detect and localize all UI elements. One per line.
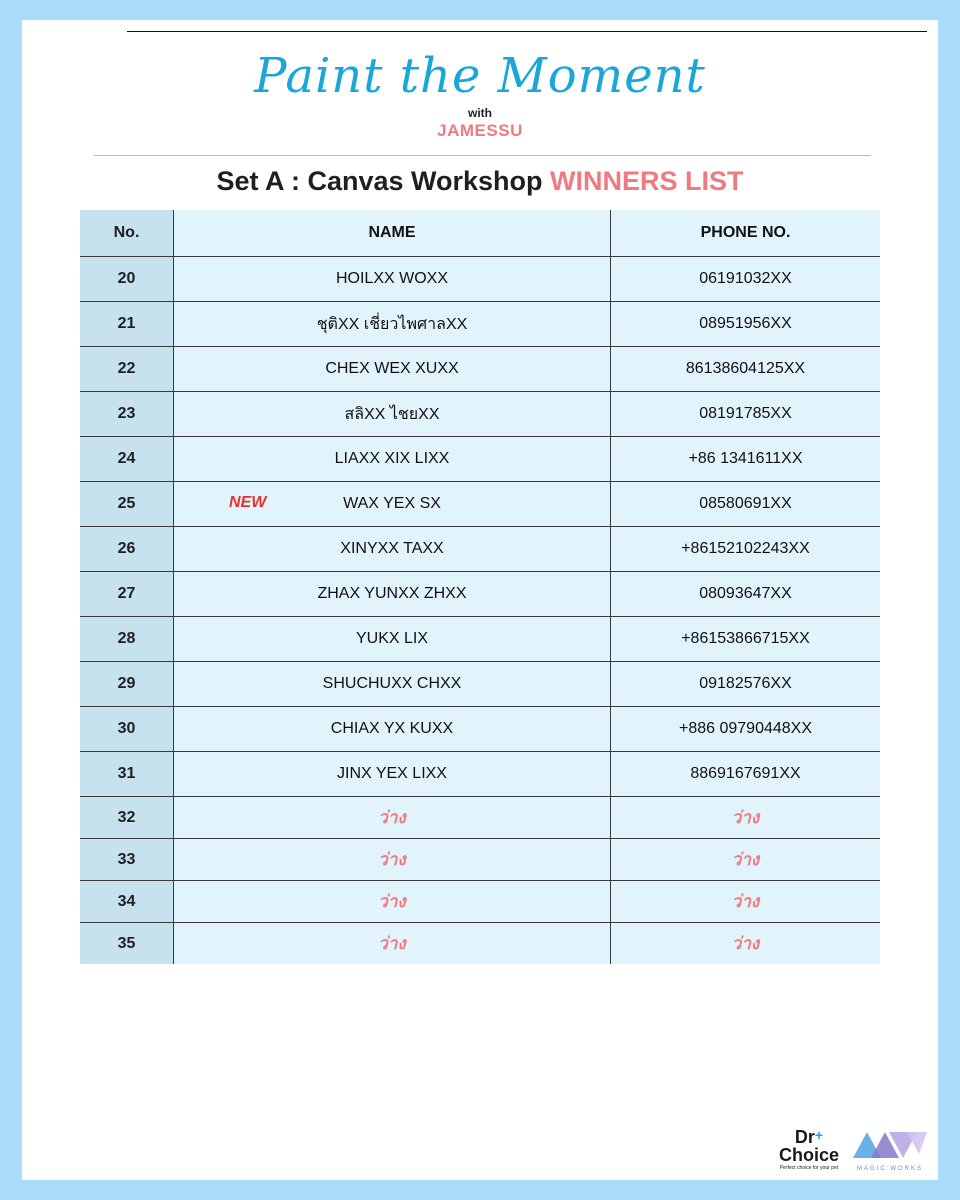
winner-name [174,707,611,751]
winner-name [174,257,611,301]
event-title: Paint the Moment [254,48,706,104]
winner-name-text: JINX YEX LIXX [337,765,447,782]
winner-name [174,302,611,346]
row-number: 31 [80,752,174,796]
brand-name: JAMESSU [437,121,523,140]
drchoice-logo-dr: Dr [794,1127,815,1147]
magicworks-caption: MAGIC WORKS [856,1166,923,1172]
winner-name [174,617,611,661]
row-number: 29 [80,662,174,706]
row-number: 27 [80,572,174,616]
winner-phone-text: 06191032XX [699,270,792,287]
winner-phone [611,347,880,391]
row-number: 25 [80,482,174,526]
winner-phone [611,437,880,481]
page-title-accent: WINNERS LIST [550,166,744,196]
winner-phone [611,302,880,346]
winner-phone-text: ว่าง [731,892,760,911]
winner-phone-text: +86153866715XX [681,630,810,647]
row-number: 20 [80,257,174,301]
table-row [80,923,880,964]
with-label: with [468,106,492,120]
winner-name-text: สลิXX ไชยXX [344,405,440,423]
winner-phone [611,797,880,838]
table-header-row [80,210,880,257]
table-row [80,662,880,707]
winner-phone-text: +86152102243XX [681,540,810,557]
table-row [80,839,880,881]
winner-name [174,923,611,964]
winner-phone [611,257,880,301]
drchoice-logo-choice: Choice [778,1145,839,1165]
table-row [80,437,880,482]
drchoice-tagline: Perfect choice for your pet [779,1165,839,1171]
winner-name [174,881,611,922]
winner-name-text: WAX YEX SX [343,495,441,512]
winner-phone [611,752,880,796]
row-number: 33 [80,839,174,880]
winner-phone [611,707,880,751]
winner-name [174,752,611,796]
winner-name [174,392,611,436]
winner-name-text: ZHAX YUNXX ZHXX [317,585,467,602]
row-number: 24 [80,437,174,481]
new-badge: NEW [229,494,267,511]
table-row [80,797,880,839]
winner-phone-text: ว่าง [731,934,760,953]
winner-phone-text: +886 09790448XX [678,720,812,737]
row-number: 22 [80,347,174,391]
magicworks-logo [850,1130,930,1172]
row-number: 28 [80,617,174,661]
magicworks-mark-icon [851,1130,929,1160]
row-number: 21 [80,302,174,346]
table-row [80,257,880,302]
winner-name-text: SHUCHUXX CHXX [322,675,462,692]
winner-phone [611,392,880,436]
winner-phone-text: 08093647XX [699,585,792,602]
table-row [80,527,880,572]
table-row [80,482,880,527]
table-row [80,881,880,923]
winner-name [174,527,611,571]
winner-phone-text: 09182576XX [699,675,792,692]
winner-name-text: ว่าง [378,850,406,869]
row-number: 34 [80,881,174,922]
winners-card [22,20,938,1180]
winner-name-text: ชุติXX เชี่ยวไพศาลXX [316,315,468,333]
winners-table [80,210,880,964]
winner-name-text: ว่าง [378,808,406,827]
column-header-name: NAME [174,210,611,256]
winner-phone-text: ว่าง [731,808,760,827]
winner-name-text: ว่าง [378,934,406,953]
table-row [80,572,880,617]
winner-phone-text: 08951956XX [699,315,792,332]
row-number: 23 [80,392,174,436]
winner-phone-text: 86138604125XX [685,360,806,377]
column-header-no: No. [80,210,174,256]
table-row [80,302,880,347]
winner-phone [611,572,880,616]
row-number: 30 [80,707,174,751]
winner-name-text: ว่าง [378,892,406,911]
drchoice-logo-plus: + [814,1127,824,1143]
table-row [80,707,880,752]
winner-phone [611,881,880,922]
pink-divider [94,155,871,156]
row-number: 32 [80,797,174,838]
winner-phone [611,839,880,880]
winner-name [174,347,611,391]
winner-name-text: HOILXX WOXX [335,270,449,287]
winner-phone-text: 08191785XX [699,405,792,422]
winner-name [174,482,611,526]
winner-phone [611,662,880,706]
winner-phone [611,482,880,526]
winner-name-text: YUKX LIX [355,630,429,647]
winner-name [174,437,611,481]
winner-name [174,839,611,880]
winner-name-text: CHEX WEX XUXX [325,360,459,377]
page-title [22,166,938,197]
winner-name [174,572,611,616]
row-number: 35 [80,923,174,964]
winner-name [174,797,611,838]
table-row [80,392,880,437]
table-row [80,752,880,797]
winner-phone-text: 08580691XX [699,495,792,512]
page-title-main: Set A : Canvas Workshop [216,166,543,196]
winner-name [174,662,611,706]
table-row [80,347,880,392]
winner-phone-text: 8869167691XX [690,765,801,782]
table-row [80,617,880,662]
row-number: 26 [80,527,174,571]
winner-phone [611,923,880,964]
winner-phone-text: +86 1341611XX [688,450,803,467]
winner-phone [611,617,880,661]
winner-phone-text: ว่าง [731,850,760,869]
winner-name-text: XINYXX TAXX [340,540,444,557]
winner-name-text: LIAXX XIX LIXX [334,450,450,467]
column-header-phone: PHONE NO. [611,210,880,256]
top-divider [127,31,927,32]
drchoice-logo [774,1128,844,1171]
winner-name-text: CHIAX YX KUXX [330,720,454,737]
winner-phone [611,527,880,571]
